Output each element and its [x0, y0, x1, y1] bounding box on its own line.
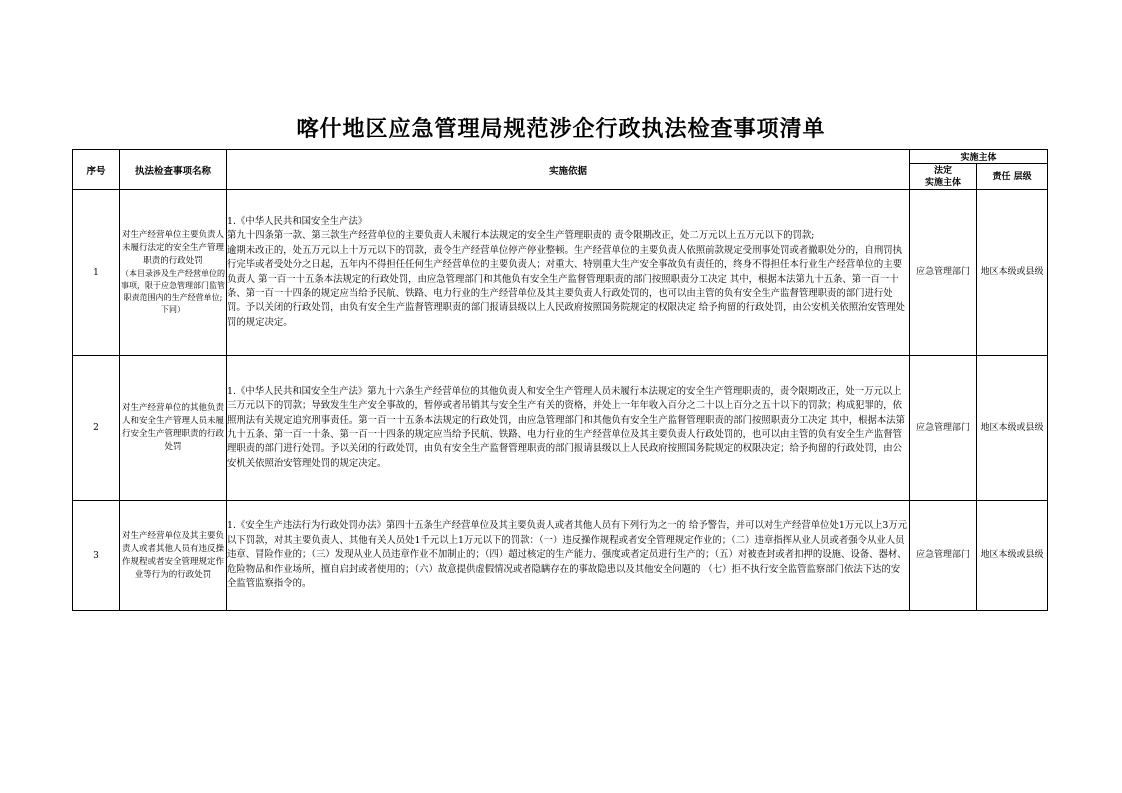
- table-row: [73, 356, 1048, 501]
- basis-paragraph: 1.《中华人民共和国安全生产法》: [227, 215, 368, 227]
- legal-subject: 应急管理部门: [910, 356, 977, 501]
- basis-text: [227, 190, 910, 356]
- basis-paragraph: 1.《安全生产违法行为行政处罚办法》第四十五条生产经营单位及其主要负责人或者其他人员有下列行为之一的 给予警告，并可以对生产经营单位处1万元以上3万元以下罚款，对其主要负责人、其他有关人员处1千元以上1万元以下的罚款：（一）违反操作规程或者安全管理规定作业的；（二）违章指挥从业人员或者强令从业人员违章、冒险作业的；（三）发现从业人员违章作业不加制止的；（四）超过核定的生产能力、强度或者定员进行生产的；（五）对被查封或者扣押的设施、设备、器材、危险物品和作业场所，擅自启封或者使用的；（六）故意提供虚假情况或者隐瞒存在的事故隐患以及其他安全问题的 （七）拒不执行安全监管监察部门依法下达的安全监管监察指令的。: [227, 520, 908, 590]
- legal-subject: 应急管理部门: [910, 190, 977, 356]
- header-subject-group: 实施主体: [910, 150, 1048, 164]
- item-title: 对生产经营单位的其他负责人和安全生产管理人员未履行安全生产管理职责的行政处罚: [121, 403, 224, 452]
- item-name: [120, 501, 227, 611]
- basis-text: [227, 501, 910, 611]
- header-no: 序号: [73, 150, 120, 190]
- basis-paragraph: 逾期未改正的，处五万元以上十万元以下的罚款，责令生产经营单位停产停业整顿。生产经营单位的主要负责人依照前款规定受刑事处罚或者撤职处分的，自刑罚执行完毕或者受处分之日起，五年内不得担任任何生产经营单位的主要负责人；对重大、特别重大生产安全事故负有责任的，终身不得担任本行业生产经营单位的主要负责人 第一百一十五条本法规定的行政处罚，由应急管理部门和其他负有安全生产监督管理职责的部门按照职责分工决定 其中，根据本法第九十五条、第一百一十条、第一百一十四条的规定应当给予民航、铁路、电力行业的生产经营单位及其主要负责人行政处罚的，也可以由主管的负有安全生产监督管理职责的部门进行处罚。予以关闭的行政处罚，由负有安全生产监督管理职责的部门报请县级以上人民政府按照国务院规定的权限决定 给予拘留的行政处罚，由公安机关依照治安管理处罚的规定决定。: [227, 244, 905, 328]
- basis-paragraph: 1.《中华人民共和国安全生产法》第九十六条生产经营单位的其他负责人和安全生产管理人员未履行本法规定的安全生产管理职责的，责令限期改正，处一万元以上三万元以下的罚款；导致发生生产安全事故的，暂停或者吊销其与安全生产有关的资格，并处上一年年收入百分之二十以上百分之五十以下的罚款；构成犯罪的，依照刑法有关规定追究刑事责任。第一百一十五条本法规定的行政处罚，由应急管理部门和其他负有安全生产监督管理职责的部门按照职责分工决定 其中，根据本法第九十五条、第一百一十条、第一百一十四条的规定应当给予民航、铁路、电力行业的生产经营单位及其主要负责人行政处罚的，也可以由主管的负有安全生产监督管理职责的部门进行处罚。予以关闭的行政处罚，由负有安全生产监督管理职责的部门报请县级以上人民政府按照国务院规定的权限决定；给予拘留的行政处罚，由公安机关依照治安管理处罚的规定决定。: [227, 385, 905, 469]
- basis-paragraph: 第九十四条第一款、第三款生产经营单位的主要负责人未履行本法规定的安全生产管理职责的 责令限期改正，处二万元以上五万元以下的罚款;: [227, 230, 815, 242]
- responsibility-level: 地区本级或县级: [977, 190, 1048, 356]
- header-level: 责任 层级: [977, 164, 1048, 190]
- item-name: [120, 190, 227, 356]
- basis-text: [227, 356, 910, 501]
- table-row: [73, 501, 1048, 611]
- header-item-name: 执法检查事项名称: [120, 150, 227, 190]
- legal-subject: 应急管理部门: [910, 501, 977, 611]
- table-row: [73, 190, 1048, 356]
- item-title: 对生产经营单位及其主要负责人或者其他人员有违反操作规程或者安全管理规定作业等行为的行政处罚: [121, 530, 224, 580]
- row-number: 2: [73, 356, 120, 501]
- inspection-items-table: [72, 149, 1048, 611]
- page-title: 喀什地区应急管理局规范涉企行政执法检查事项清单: [296, 117, 826, 142]
- row-number: 3: [73, 501, 120, 611]
- row-number: 1: [73, 190, 120, 356]
- responsibility-level: 地区本级或县级: [977, 356, 1048, 501]
- header-basis: 实施依据: [227, 150, 910, 190]
- item-name: [120, 356, 227, 501]
- responsibility-level: 地区本级或县级: [977, 501, 1048, 611]
- item-title: 对生产经营单位主要负责人未履行法定的安全生产管理职责的行政处罚: [121, 230, 224, 266]
- item-note: （本目录涉及生产经营单位的事项，限于应急管理部门监管职责范围内的生产经营单位;下同）: [121, 269, 225, 314]
- header-legal-subject: 法定 实施主体: [910, 164, 977, 190]
